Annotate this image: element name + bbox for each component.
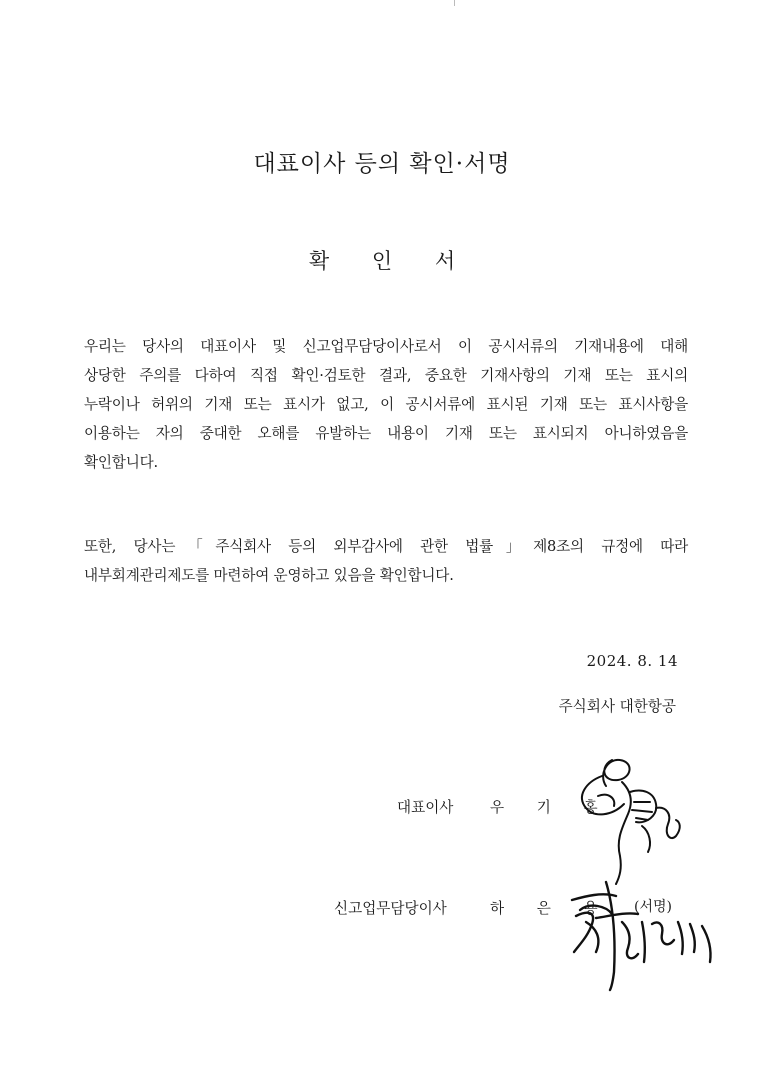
document-date: 2024. 8. 14 — [586, 652, 678, 670]
page-edge-mark — [454, 0, 455, 6]
company-name: 주식회사 대한항공 — [558, 698, 676, 715]
confirmation-paragraph — [84, 332, 688, 477]
ceo-signature — [572, 752, 702, 892]
ceo-name: 우 기 홍 — [490, 799, 612, 816]
paragraph-line: 이용하는 자의 중대한 오해를 유발하는 내용이 기재 또는 표시되지 아니하였음을 — [84, 425, 688, 442]
cfo-name: 하 은 용 — [490, 900, 612, 917]
paragraph-line: 상당한 주의를 다하여 직접 확인·검토한 결과, 중요한 기재사항의 기재 또는 표시의 — [84, 367, 688, 384]
internal-control-paragraph — [84, 532, 688, 590]
paragraph-line: 또한, 당사는「주식회사 등의 외부감사에 관한 법률」제8조의 규정에 따라 — [84, 538, 688, 555]
ceo-role-label: 대표이사 — [397, 799, 454, 816]
paragraph-line: 확인합니다. — [84, 454, 158, 471]
cfo-seal-label: (서명) — [634, 899, 672, 915]
paragraph-line: 누락이나 허위의 기재 또는 표시가 없고, 이 공시서류에 표시된 기재 또는 표시사항을 — [84, 396, 688, 413]
paragraph-line: 우리는 당사의 대표이사 및 신고업무담당이사로서 이 공시서류의 기재내용에 대해 — [84, 338, 688, 355]
cfo-role-label: 신고업무담당이사 — [334, 900, 447, 917]
cfo-signature — [566, 862, 726, 992]
document-title: 대표이사 등의 확인·서명 — [253, 151, 511, 177]
document-subtitle: 확 인 서 — [308, 249, 474, 273]
paragraph-line: 내부회계관리제도를 마련하여 운영하고 있음을 확인합니다. — [84, 567, 454, 584]
